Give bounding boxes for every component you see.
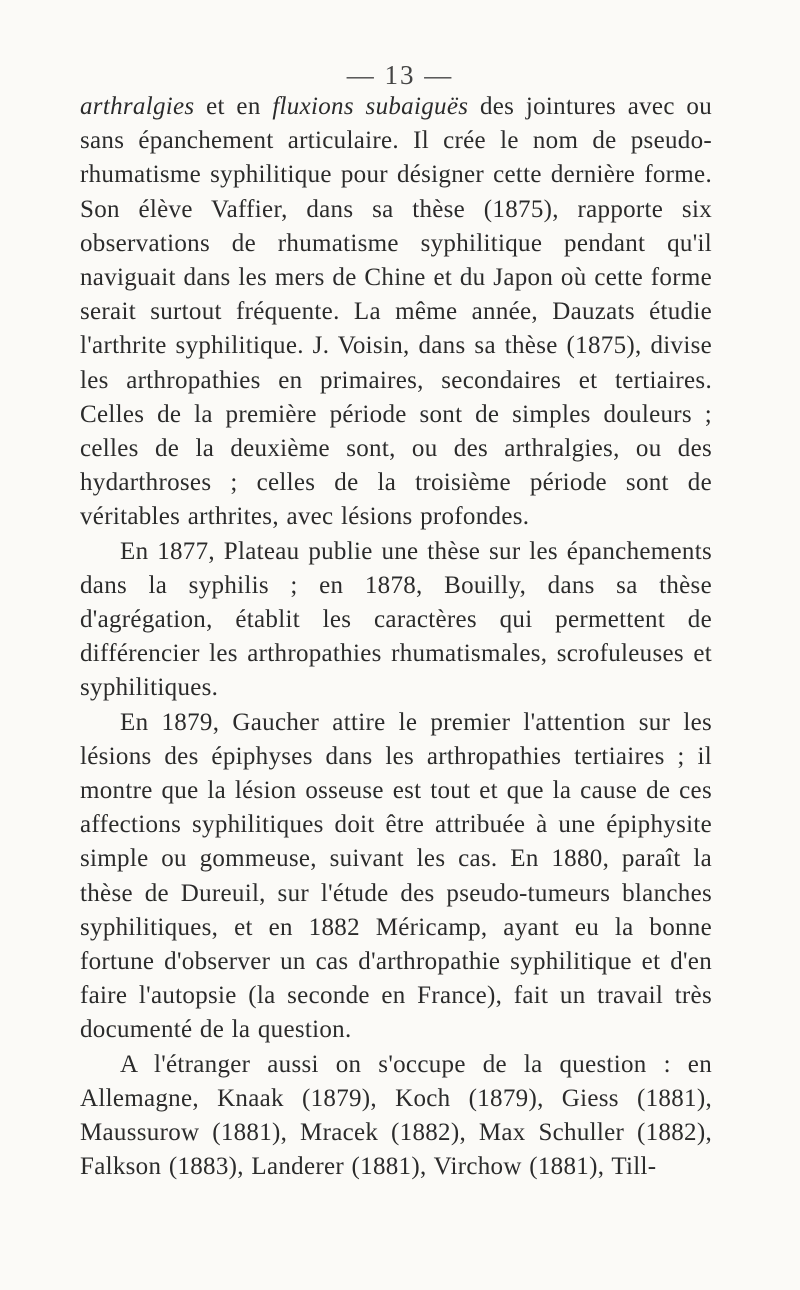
page-number: — 13 — <box>346 60 454 90</box>
paragraph-1 <box>80 90 712 535</box>
italic-term-arthralgies: arthralgies <box>80 93 195 120</box>
paragraph-1-text: des jointures avec ou sans épanchement articulaire. Il crée le nom de pseudo-rhumatisme syphilitique pour désigner cette dernière forme. Son élève Vaffier, dans sa thèse (1875), rapporte six observations de rhumatisme syphilitique pendant qu'il naviguait dans les mers de Chine et du Japon où cette forme serait surtout fréquente. La même année, Dauzats étudie l'arthrite syphilitique. J. Voisin, dans sa thèse (1875), divise les arthropathies en primaires, secondaires et tertiaires. Celles de la première période sont de simples douleurs ; celles de la deuxième sont, ou des arthralgies, ou des hydarthroses ; celles de la troisième période sont de véritables arthrites, avec lésions profondes. <box>80 93 712 531</box>
italic-term-fluxions: fluxions subaiguës <box>272 93 469 120</box>
body-text <box>80 90 712 1185</box>
paragraph-3: En 1879, Gaucher attire le premier l'attention sur les lésions des épiphyses dans les arthropathies tertiaires ; il montre que la lésion osseuse est tout et que la cause de ces affections syphilitiques doit être attribuée à une épiphysite simple ou gommeuse, suivant les cas. En 1880, paraît la thèse de Dureuil, sur l'étude des pseudo-tumeurs blanches syphilitiques, et en 1882 Méricamp, ayant eu la bonne fortune d'observer un cas d'arthropathie syphilitique et d'en faire l'autopsie (la seconde en France), fait un travail très documenté de la question. <box>80 708 712 1044</box>
paragraph-4: A l'étranger aussi on s'occupe de la question : en Allemagne, Knaak (1879), Koch (1879), Giess (1881), Maussurow (1881), Mracek (1882), Max Schuller (1882), Falkson (1883), Landerer (1881), Virchow (1881), Till- <box>80 1050 712 1181</box>
paragraph-2: En 1877, Plateau publie une thèse sur les épanchements dans la syphilis ; en 1878, Bouilly, dans sa thèse d'agrégation, établit les caractères qui permettent de différencier les arthropathies rhumatismales, scrofuleuses et syphilitiques. <box>80 537 712 702</box>
paragraph-1-connector: et en <box>194 93 273 120</box>
